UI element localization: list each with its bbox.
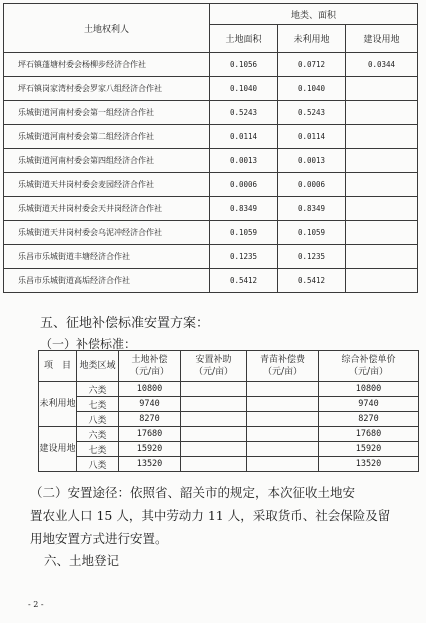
total-area-cell: 0.8349 bbox=[210, 197, 278, 221]
land-table-row bbox=[4, 77, 418, 101]
land-owner-table bbox=[3, 3, 418, 293]
comp-table-row bbox=[39, 397, 419, 412]
total-area-cell: 0.0006 bbox=[210, 173, 278, 197]
land-table-row bbox=[4, 269, 418, 293]
header-unused-land: 未利用地 bbox=[278, 25, 346, 53]
crop-compensation-cell bbox=[247, 412, 319, 427]
owner-cell: 乐城街道天井岗村委会麦园经济合作社 bbox=[4, 173, 210, 197]
comp-header-row bbox=[39, 351, 419, 382]
land-table-row bbox=[4, 197, 418, 221]
crop-compensation-cell bbox=[247, 442, 319, 457]
total-area-cell: 0.1235 bbox=[210, 245, 278, 269]
comp-table-body bbox=[39, 382, 419, 472]
land-table-body bbox=[4, 53, 418, 293]
owner-cell: 乐城街道河南村委会第二组经济合作社 bbox=[4, 125, 210, 149]
header-land-unit: （元/亩） bbox=[129, 367, 170, 377]
land-compensation-cell: 13520 bbox=[119, 457, 181, 472]
land-compensation-cell: 10800 bbox=[119, 382, 181, 397]
built-land-cell bbox=[346, 245, 418, 269]
total-price-cell: 9740 bbox=[319, 397, 419, 412]
built-land-cell bbox=[346, 101, 418, 125]
built-land-cell bbox=[346, 197, 418, 221]
section5-title: 五、征地补偿标准安置方案： bbox=[40, 316, 210, 331]
header-resettle-label: 安置补助 bbox=[195, 355, 232, 365]
land-table-row bbox=[4, 149, 418, 173]
total-price-cell: 13520 bbox=[319, 457, 419, 472]
header-crop-compensation bbox=[247, 351, 319, 382]
built-land-cell bbox=[346, 125, 418, 149]
header-resettlement bbox=[181, 351, 247, 382]
unused-land-cell: 0.1235 bbox=[278, 245, 346, 269]
resettlement-paragraph-line2: 置农业人口 15 人，其中劳动力 11 人，采取货币、社会保险及留 bbox=[30, 508, 391, 523]
crop-compensation-cell bbox=[247, 397, 319, 412]
land-compensation-cell: 9740 bbox=[119, 397, 181, 412]
header-group: 地类、面积 bbox=[210, 4, 418, 25]
comp-table-row bbox=[39, 427, 419, 442]
land-table-row bbox=[4, 221, 418, 245]
land-compensation-cell: 17680 bbox=[119, 427, 181, 442]
owner-cell: 坪石镇蓬塘村委会杨柳步经济合作社 bbox=[4, 53, 210, 77]
owner-cell: 乐昌市乐城街道高垢经济合作社 bbox=[4, 269, 210, 293]
owner-cell: 乐城街道河南村委会第四组经济合作社 bbox=[4, 149, 210, 173]
land-compensation-cell: 15920 bbox=[119, 442, 181, 457]
land-table-row bbox=[4, 245, 418, 269]
header-resettle-unit: （元/亩） bbox=[193, 367, 234, 377]
header-land-compensation bbox=[119, 351, 181, 382]
zone-cell: 七类 bbox=[77, 442, 119, 457]
unused-land-cell: 0.5412 bbox=[278, 269, 346, 293]
resettlement-cell bbox=[181, 397, 247, 412]
header-total-unit: （元/亩） bbox=[348, 367, 389, 377]
resettlement-cell bbox=[181, 427, 247, 442]
crop-compensation-cell bbox=[247, 382, 319, 397]
owner-cell: 乐城街道天井岗村委会天井岗经济合作社 bbox=[4, 197, 210, 221]
land-compensation-cell: 8270 bbox=[119, 412, 181, 427]
crop-compensation-cell bbox=[247, 427, 319, 442]
total-price-cell: 15920 bbox=[319, 442, 419, 457]
owner-cell: 坪石镇岗家湾村委会罗家八组经济合作社 bbox=[4, 77, 210, 101]
header-crop-label: 青苗补偿费 bbox=[259, 355, 305, 365]
zone-cell: 八类 bbox=[77, 412, 119, 427]
header-owner: 土地权利人 bbox=[4, 4, 210, 53]
resettlement-cell bbox=[181, 412, 247, 427]
unused-land-cell: 0.1059 bbox=[278, 221, 346, 245]
unused-land-cell: 0.0013 bbox=[278, 149, 346, 173]
unused-land-cell: 0.1040 bbox=[278, 77, 346, 101]
unused-land-cell: 0.0712 bbox=[278, 53, 346, 77]
comp-table-row bbox=[39, 442, 419, 457]
land-table-row bbox=[4, 101, 418, 125]
section6-title: 六、土地登记 bbox=[44, 553, 120, 568]
header-item: 项 目 bbox=[39, 351, 77, 382]
zone-cell: 八类 bbox=[77, 457, 119, 472]
zone-cell: 七类 bbox=[77, 397, 119, 412]
comp-table-row bbox=[39, 382, 419, 397]
land-table-row bbox=[4, 173, 418, 197]
total-price-cell: 8270 bbox=[319, 412, 419, 427]
header-total-area: 土地面积 bbox=[210, 25, 278, 53]
total-area-cell: 0.1059 bbox=[210, 221, 278, 245]
built-land-cell bbox=[346, 173, 418, 197]
zone-cell: 六类 bbox=[77, 382, 119, 397]
page-number: - 2 - bbox=[28, 600, 44, 609]
total-area-cell: 0.5243 bbox=[210, 101, 278, 125]
header-zone: 地类区域 bbox=[77, 351, 119, 382]
comp-table-row bbox=[39, 412, 419, 427]
header-built-land: 建设用地 bbox=[346, 25, 418, 53]
total-area-cell: 0.5412 bbox=[210, 269, 278, 293]
land-table-header-row bbox=[4, 4, 418, 25]
land-table-row bbox=[4, 53, 418, 77]
header-total-label: 综合补偿单价 bbox=[341, 355, 396, 365]
total-area-cell: 0.0114 bbox=[210, 125, 278, 149]
header-crop-unit: （元/亩） bbox=[262, 367, 303, 377]
zone-cell: 六类 bbox=[77, 427, 119, 442]
land-category-cell: 未利用地 bbox=[39, 382, 77, 427]
unused-land-cell: 0.0114 bbox=[278, 125, 346, 149]
built-land-cell bbox=[346, 269, 418, 293]
total-area-cell: 0.1040 bbox=[210, 77, 278, 101]
header-land-label: 土地补偿 bbox=[131, 355, 168, 365]
total-price-cell: 10800 bbox=[319, 382, 419, 397]
land-table-row bbox=[4, 125, 418, 149]
resettlement-paragraph-line3: 用地安置方式进行安置。 bbox=[30, 531, 168, 546]
compensation-table bbox=[38, 350, 419, 472]
land-category-cell: 建设用地 bbox=[39, 427, 77, 472]
resettlement-paragraph-line1: （二）安置途径：依照省、韶关市的规定，本次征收土地安 bbox=[30, 485, 356, 500]
unused-land-cell: 0.5243 bbox=[278, 101, 346, 125]
unused-land-cell: 0.8349 bbox=[278, 197, 346, 221]
resettlement-cell bbox=[181, 382, 247, 397]
built-land-cell bbox=[346, 149, 418, 173]
resettlement-cell bbox=[181, 457, 247, 472]
built-land-cell bbox=[346, 221, 418, 245]
built-land-cell: 0.0344 bbox=[346, 53, 418, 77]
comp-table-row bbox=[39, 457, 419, 472]
crop-compensation-cell bbox=[247, 457, 319, 472]
header-total-price bbox=[319, 351, 419, 382]
total-area-cell: 0.0013 bbox=[210, 149, 278, 173]
built-land-cell bbox=[346, 77, 418, 101]
section5-1-title: （一）补偿标准： bbox=[40, 337, 137, 351]
owner-cell: 乐城街道河南村委会第一组经济合作社 bbox=[4, 101, 210, 125]
total-area-cell: 0.1056 bbox=[210, 53, 278, 77]
owner-cell: 乐城街道天井岗村委会乌泥冲经济合作社 bbox=[4, 221, 210, 245]
owner-cell: 乐昌市乐城街道丰塘经济合作社 bbox=[4, 245, 210, 269]
total-price-cell: 17680 bbox=[319, 427, 419, 442]
resettlement-cell bbox=[181, 442, 247, 457]
unused-land-cell: 0.0006 bbox=[278, 173, 346, 197]
